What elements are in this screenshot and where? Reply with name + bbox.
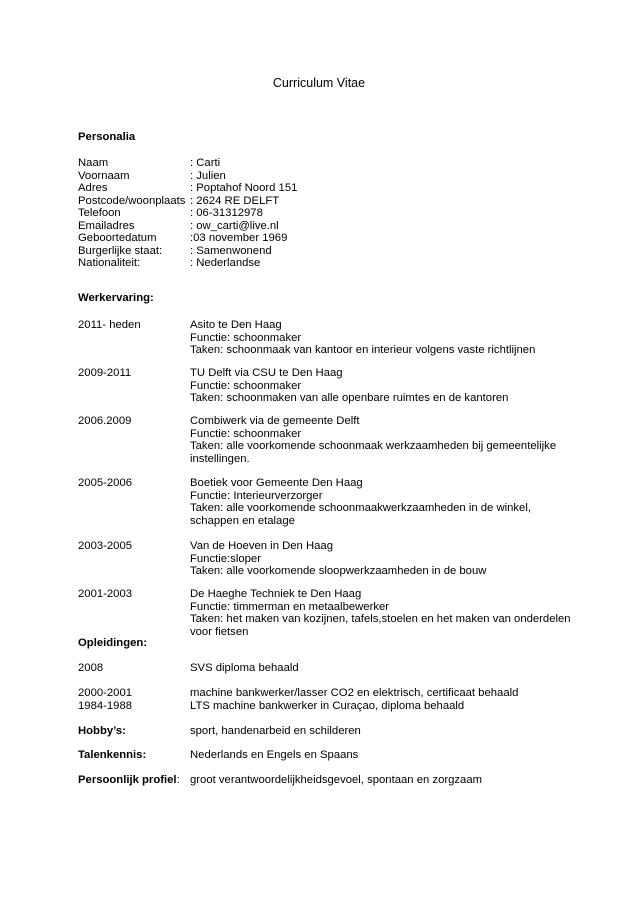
work-period: 2011- heden <box>78 319 141 331</box>
education-period: 1984-1988 <box>78 700 133 712</box>
education-text: SVS diploma behaald <box>190 662 299 674</box>
work-details <box>190 477 590 527</box>
education-period: 2000-2001 <box>78 687 133 699</box>
werkervaring-heading: Werkervaring: <box>78 292 154 304</box>
personalia-label: Voornaam <box>78 169 130 182</box>
work-tasks-continued: instellingen. <box>190 452 250 465</box>
work-employer: Boetiek voor Gemeente Den Haag <box>190 477 363 489</box>
personalia-label: Telefoon <box>78 207 121 219</box>
personalia-value: : Poptahof Noord 151 <box>190 182 298 194</box>
work-details <box>190 367 590 405</box>
work-employer: Asito te Den Haag <box>190 319 282 331</box>
work-tasks-continued: schappen en etalage <box>190 514 295 527</box>
profiel-colon: : <box>176 774 180 786</box>
talenkennis-label: Talenkennis: <box>78 749 147 761</box>
work-details <box>190 415 590 465</box>
work-period: 2005-2006 <box>78 477 133 489</box>
work-tasks-continued: voor fietsen <box>190 625 249 638</box>
education-period: 2008 <box>78 662 104 674</box>
work-employer: Combiwerk via de gemeente Delft <box>190 415 360 427</box>
opleidingen-heading: Opleidingen: <box>78 637 148 649</box>
personalia-label: Emailadres <box>78 219 135 232</box>
work-function: Functie:sloper <box>190 552 261 565</box>
work-function: Functie: schoonmaker <box>190 379 302 392</box>
work-details <box>190 319 590 357</box>
work-employer: Van de Hoeven in Den Haag <box>190 540 333 552</box>
profiel-label-group <box>78 774 180 787</box>
hobbys-value: sport, handenarbeid en schilderen <box>190 725 361 737</box>
work-tasks: Taken: alle voorkomende sloopwerkzaamheden in de bouw <box>190 565 487 578</box>
personalia-label: Postcode/woonplaats <box>78 194 186 207</box>
education-text: machine bankwerker/lasser CO2 en elektrisch, certificaat behaald <box>190 687 519 699</box>
talenkennis-value: Nederlands en Engels en Spaans <box>190 749 359 761</box>
work-employer: TU Delft via CSU te Den Haag <box>190 367 343 379</box>
personalia-heading: Personalia <box>78 131 136 143</box>
education-text: LTS machine bankwerker in Curaçao, diploma behaald <box>190 700 465 712</box>
work-function: Functie: Interieurverzorger <box>190 489 323 502</box>
personalia-label: Burgerlijke staat: <box>78 244 163 257</box>
personalia-label: Naam <box>78 157 109 169</box>
work-period: 2003-2005 <box>78 540 133 552</box>
personalia-label: Adres <box>78 182 108 194</box>
personalia-value: : 2624 RE DELFT <box>190 194 280 207</box>
personalia-value: : Carti <box>190 157 221 169</box>
work-details <box>190 588 590 638</box>
personalia-value: : Julien <box>190 169 226 182</box>
work-tasks: Taken: schoonmaken van alle openbare ruimtes en de kantoren <box>190 392 509 405</box>
work-tasks: Taken: het maken van kozijnen, tafels,stoelen en het maken van onderdelen <box>190 613 571 626</box>
page-title: Curriculum Vitae <box>272 76 366 90</box>
personalia-label: Geboortedatum <box>78 232 157 244</box>
personalia-value: : 06-31312978 <box>190 207 263 219</box>
work-tasks: Taken: schoonmaak van kantoor en interieur volgens vaste richtlijnen <box>190 344 536 357</box>
work-tasks: Taken: alle voorkomende schoonmaak werkzaamheden bij gemeentelijke <box>190 440 557 453</box>
work-period: 2006.2009 <box>78 415 132 427</box>
personalia-value: :03 november 1969 <box>190 232 288 244</box>
profiel-label: Persoonlijk profiel <box>78 774 177 786</box>
work-employer: De Haeghe Techniek te Den Haag <box>190 588 362 600</box>
personalia-value: : Samenwonend <box>190 244 272 257</box>
work-tasks: Taken: alle voorkomende schoonmaakwerkzaamheden in de winkel, <box>190 502 531 515</box>
hobbys-label: Hobby’s: <box>78 725 126 737</box>
work-function: Functie: schoonmaker <box>190 331 302 344</box>
profiel-value: groot verantwoordelijkheidsgevoel, spontaan en zorgzaam <box>190 774 483 786</box>
work-details <box>190 540 590 578</box>
work-period: 2009-2011 <box>78 367 132 379</box>
work-function: Functie: timmerman en metaalbewerker <box>190 600 390 613</box>
personalia-label: Nationaliteit: <box>78 257 141 269</box>
work-function: Functie: schoonmaker <box>190 427 302 440</box>
personalia-value: : ow_carti@live.nl <box>190 219 279 232</box>
work-period: 2001-2003 <box>78 588 133 600</box>
personalia-value: : Nederlandse <box>190 257 261 269</box>
